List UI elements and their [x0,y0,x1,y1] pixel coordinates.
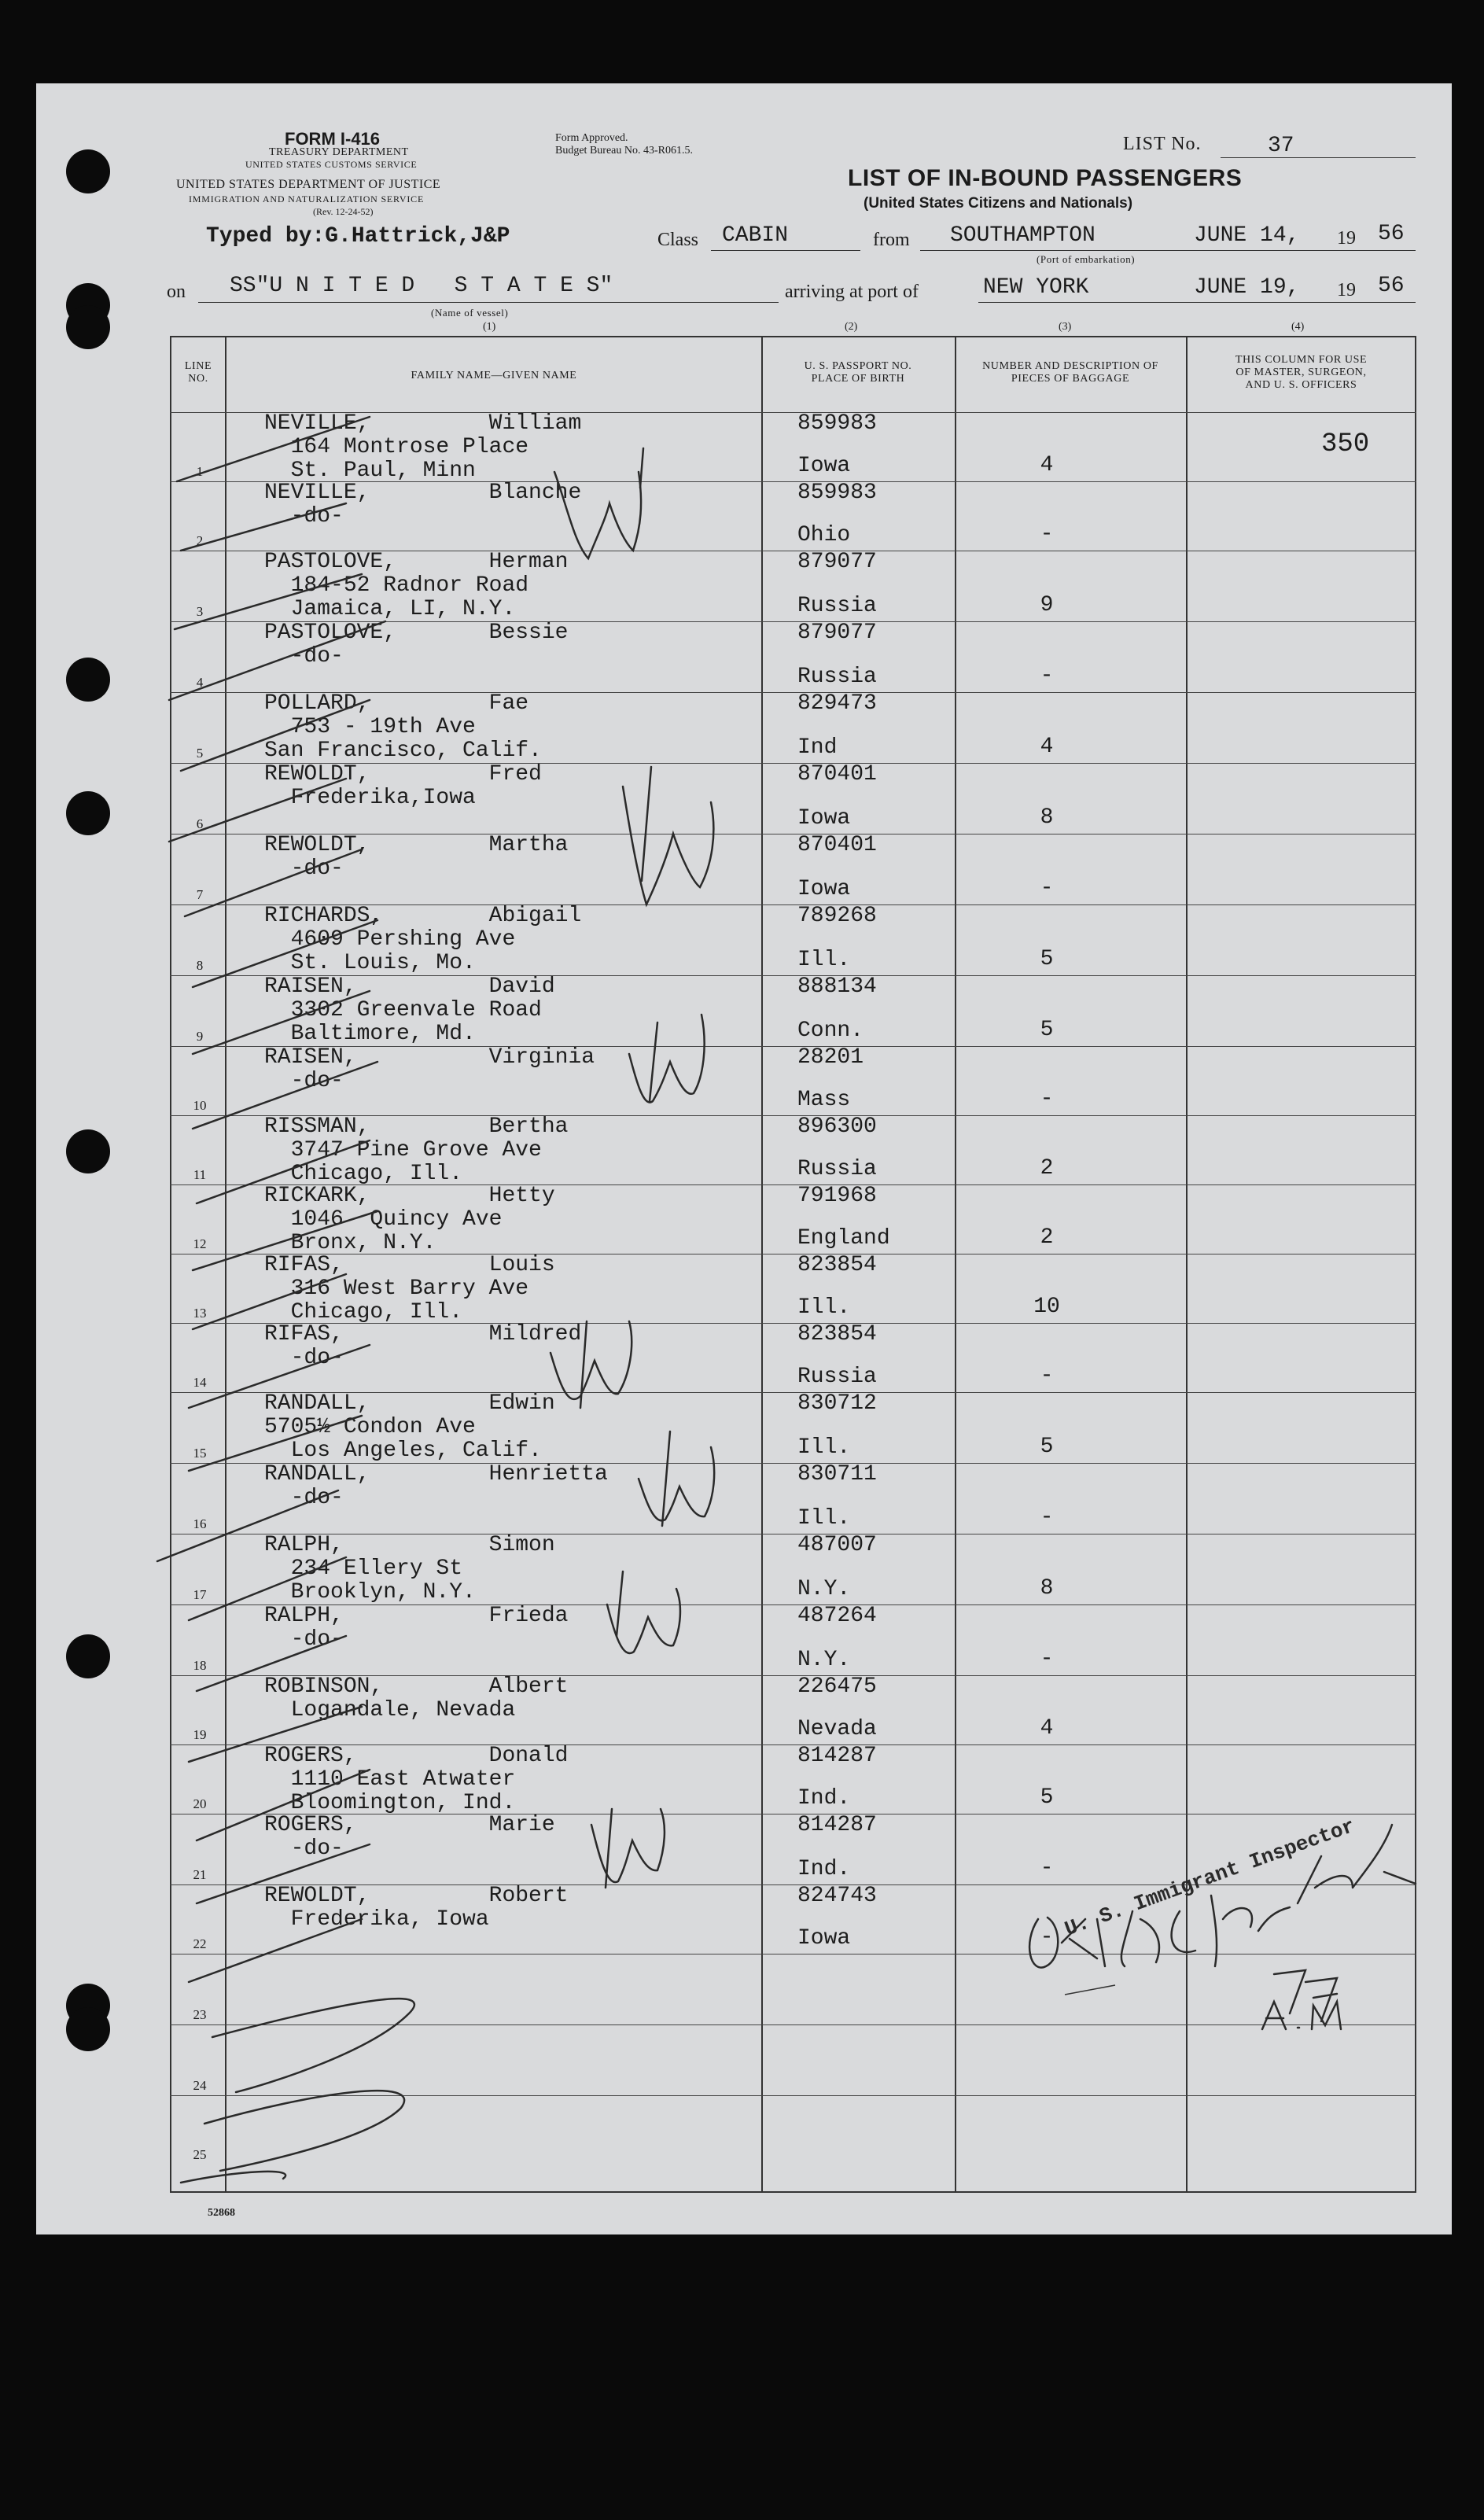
column-number-3: (3) [1059,321,1072,333]
baggage-count: - [1040,1856,1054,1881]
passport-number: 791968 [797,1184,877,1208]
passenger-name-address: RANDALL, Edwin 5705½ Condon Ave Los Angeles, Calif. [264,1391,555,1463]
passenger-name-address: RALPH, Frieda -do- [264,1604,569,1652]
passport-number: 888134 [797,974,877,999]
list-no-label: LIST No. [1123,134,1202,154]
line-number: 4 [196,675,204,690]
place-of-birth: Iowa [797,1926,851,1951]
departure-year: 56 [1378,222,1405,246]
passport-number: 896300 [797,1114,877,1139]
header-name: FAMILY NAME—GIVEN NAME [411,370,577,381]
line-number: 25 [193,2147,207,2162]
ins-service: IMMIGRATION AND NATURALIZATION SERVICE [189,193,425,204]
place-of-birth: Russia [797,665,877,689]
passport-number: 824743 [797,1884,877,1908]
passport-number: 814287 [797,1744,877,1768]
line-number: 6 [196,816,204,831]
page-subtitle: (United States Citizens and Nationals) [864,195,1133,212]
passport-number: 814287 [797,1813,877,1837]
baggage-count: 5 [1040,1435,1054,1459]
baggage-count: 8 [1040,1576,1054,1601]
place-of-birth: Ind. [797,1857,851,1881]
passenger-name-address: POLLARD, Fae 753 - 19th Ave San Francisco, Calif. [264,691,542,763]
typed-by: Typed by:G.Hattrick,J&P [206,224,510,249]
passport-number: 28201 [797,1045,864,1070]
baggage-count: - [1040,1925,1054,1950]
customs-service: UNITED STATES CUSTOMS SERVICE [245,159,418,170]
on-label: on [167,282,186,302]
place-of-birth: Russia [797,1365,877,1389]
passenger-name-address: NEVILLE, William 164 Montrose Place St. Paul, Minn [264,411,582,483]
from-label: from [873,230,910,250]
line-number: 9 [196,1029,204,1044]
passenger-name-address: RIFAS, Louis 316 West Barry Ave Chicago, Ill. [264,1253,555,1324]
line-number: 19 [193,1727,207,1742]
baggage-count: - [1040,664,1054,688]
header-baggage: NUMBER AND DESCRIPTION OF PIECES OF BAGGAGE [982,360,1158,385]
line-number: 14 [193,1375,207,1390]
line-number: 1 [196,464,204,479]
column-number-2: (2) [845,321,858,333]
passport-number: 859983 [797,411,877,436]
passport-number: 830711 [797,1462,877,1487]
line-number: 16 [193,1516,207,1531]
passport-number: 829473 [797,691,877,716]
baggage-count: 5 [1040,947,1054,971]
place-of-birth: Conn. [797,1019,864,1043]
header-line-no: LINE NO. [184,360,212,385]
column-number-1: (1) [483,321,496,333]
footer-code: 52868 [208,2207,235,2219]
place-of-birth: N.Y. [797,1577,851,1601]
place-of-birth: Ill. [797,1295,851,1320]
line-number: 7 [196,887,204,902]
place-of-birth: Ind. [797,1786,851,1811]
passenger-name-address: REWOLDT, Fred Frederika,Iowa [264,762,542,810]
place-of-birth: Iowa [797,877,851,901]
baggage-count: 4 [1040,1716,1054,1741]
baggage-count: - [1040,1364,1054,1388]
line-number: 21 [193,1867,207,1882]
column-number-4: (4) [1291,321,1305,333]
revision: (Rev. 12-24-52) [313,206,374,217]
arrival-port: NEW YORK [983,275,1089,300]
passport-number: 789268 [797,904,877,928]
passport-number: 870401 [797,833,877,857]
arrival-date: JUNE 19, [1194,275,1300,300]
passenger-name-address: RAISEN, David 3302 Greenvale Road Baltimore, Md. [264,974,555,1046]
arrival-year: 56 [1378,274,1405,298]
place-of-birth: Ill. [797,948,851,972]
class-value: CABIN [722,223,789,248]
line-number: 5 [196,746,204,761]
baggage-count: 5 [1040,1785,1054,1810]
place-of-birth: Russia [797,594,877,618]
place-of-birth: England [797,1226,890,1251]
place-of-birth: N.Y. [797,1648,851,1672]
passport-number: 823854 [797,1322,877,1347]
passenger-name-address: REWOLDT, Martha -do- [264,833,569,881]
place-of-birth: Ill. [797,1435,851,1460]
place-of-birth: Ohio [797,523,851,547]
budget-bureau: Budget Bureau No. 43-R061.5. [555,145,693,157]
line-number: 10 [193,1098,207,1113]
form-approved: Form Approved. [555,132,628,144]
baggage-count: 8 [1040,805,1054,830]
from-value: SOUTHAMPTON [950,223,1096,248]
baggage-count: 10 [1033,1295,1060,1319]
line-number: 17 [193,1587,207,1602]
inspector-stamp: U. S. Immigrant Inspector [1062,1814,1358,1942]
baggage-count: - [1040,522,1054,547]
baggage-count: 9 [1040,593,1054,617]
line-number: 8 [196,958,204,973]
passport-number: 830712 [797,1391,877,1416]
passenger-name-address: PASTOLOVE, Herman 184-52 Radnor Road Jamaica, LI, N.Y. [264,550,569,621]
passenger-name-address: NEVILLE, Blanche -do- [264,481,582,529]
baggage-count: - [1040,1505,1054,1530]
passport-number: 487264 [797,1604,877,1628]
line-number: 2 [196,533,204,548]
passenger-name-address: RISSMAN, Bertha 3747 Pine Grove Ave Chicago, Ill. [264,1114,569,1186]
place-of-birth: Russia [797,1157,877,1181]
vessel-name: SS"U N I T E D S T A T E S" [230,274,613,298]
justice-dept: UNITED STATES DEPARTMENT OF JUSTICE [176,178,441,191]
passenger-name-address: RICHARDS, Abigail 4609 Pershing Ave St. Louis, Mo. [264,904,582,975]
passenger-name-address: ROGERS, Marie -do- [264,1813,555,1861]
header-officers: THIS COLUMN FOR USE OF MASTER, SURGEON, AND U. S. OFFICERS [1235,354,1368,391]
departure-year-prefix: 19 [1337,228,1356,249]
passenger-name-address: RICKARK, Hetty 1046 Quincy Ave Bronx, N.Y. [264,1184,555,1255]
line-number: 11 [193,1167,207,1182]
passport-number: 226475 [797,1674,877,1699]
line-number: 18 [193,1658,207,1673]
passenger-name-address: RANDALL, Henrietta -do- [264,1462,608,1510]
passport-number: 870401 [797,762,877,787]
arriving-label: arriving at port of [785,282,919,302]
class-label: Class [657,230,699,250]
place-of-birth: Ill. [797,1506,851,1531]
passport-number: 823854 [797,1253,877,1277]
baggage-count: 2 [1040,1156,1054,1181]
line-number: 13 [193,1306,207,1321]
treasury-dept: TREASURY DEPARTMENT [269,146,409,158]
page-title: LIST OF IN-BOUND PASSENGERS [848,165,1243,191]
passenger-name-address: RAISEN, Virginia -do- [264,1045,595,1093]
baggage-count: 4 [1040,735,1054,759]
passenger-name-address: PASTOLOVE, Bessie -do- [264,621,569,669]
baggage-count: 2 [1040,1225,1054,1250]
line-number: 15 [193,1446,207,1461]
passport-number: 859983 [797,481,877,505]
baggage-count: - [1040,1647,1054,1671]
arrival-year-prefix: 19 [1337,280,1356,300]
line-number: 20 [193,1796,207,1811]
officer-note: 350 [1321,429,1370,459]
place-of-birth: Iowa [797,454,851,478]
place-of-birth: Nevada [797,1717,877,1741]
place-of-birth: Mass [797,1088,851,1112]
place-of-birth: Ind [797,735,838,760]
passport-number: 487007 [797,1533,877,1557]
passport-number: 879077 [797,550,877,574]
passenger-name-address: RALPH, Simon 234 Ellery St Brooklyn, N.Y. [264,1533,555,1604]
header-passport: U. S. PASSPORT NO. PLACE OF BIRTH [804,360,912,385]
baggage-count: 5 [1040,1018,1054,1042]
form-number: FORM I-416 [285,129,381,149]
line-number: 12 [193,1236,207,1251]
list-no-value: 37 [1268,134,1294,158]
vessel-caption: (Name of vessel) [431,307,509,319]
passenger-name-address: RIFAS, Mildred -do- [264,1322,582,1370]
line-number: 22 [193,1936,207,1951]
passenger-name-address: ROBINSON, Albert Logandale, Nevada [264,1674,569,1722]
passenger-name-address: REWOLDT, Robert Frederika, Iowa [264,1884,569,1932]
baggage-count: - [1040,1087,1054,1111]
place-of-birth: Iowa [797,806,851,831]
passenger-name-address: ROGERS, Donald 1110 East Atwater Bloomington, Ind. [264,1744,569,1815]
passport-number: 879077 [797,621,877,645]
line-number: 24 [193,2078,207,2093]
line-number: 23 [193,2007,207,2022]
departure-date: JUNE 14, [1194,223,1300,248]
baggage-count: 4 [1040,453,1054,477]
port-embarkation-caption: (Port of embarkation) [1037,253,1136,265]
baggage-count: - [1040,876,1054,901]
line-number: 3 [196,604,204,619]
